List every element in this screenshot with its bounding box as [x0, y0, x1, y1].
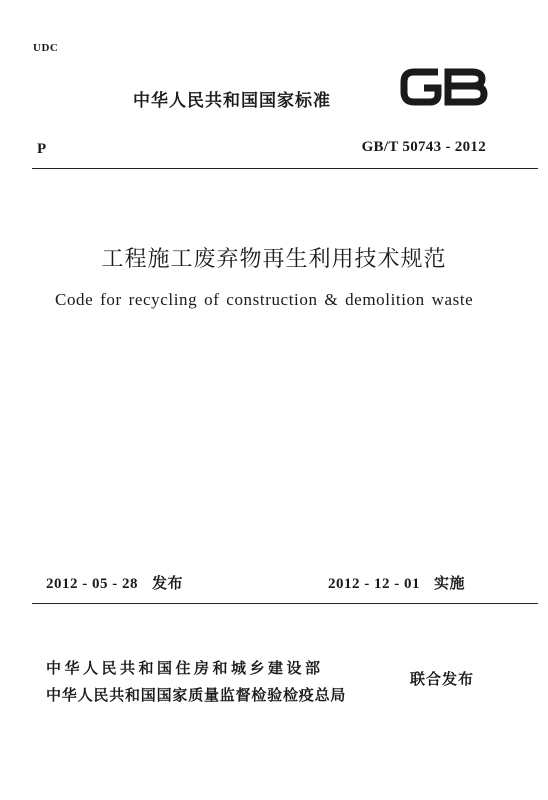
issue-date: 2012 - 05 - 28: [46, 576, 138, 592]
issue-date-row: [46, 572, 183, 593]
implement-date: 2012 - 12 - 01: [328, 576, 420, 592]
title-chinese: 工程施工废弃物再生利用技术规范: [101, 247, 447, 272]
udc-label: UDC: [33, 42, 59, 54]
classification-code: P: [37, 141, 47, 157]
national-standard-label: 中华人民共和国国家标准: [133, 91, 331, 111]
title-english: Code for recycling of construction & demolition waste: [55, 290, 474, 309]
gb-logo: [398, 64, 490, 110]
implement-date-row: [328, 572, 465, 593]
issuer-ministry-housing: 中华人民共和国住房和城乡建设部: [46, 659, 324, 677]
issue-label: 发布: [152, 574, 184, 592]
bottom-divider: [32, 603, 538, 604]
top-divider: [32, 168, 538, 169]
issuer-aqsiq: 中华人民共和国国家质量监督检验检疫总局: [46, 686, 347, 704]
standard-number: GB/T 50743 - 2012: [361, 139, 486, 155]
implement-label: 实施: [434, 574, 466, 592]
joint-issue-label: 联合发布: [410, 670, 475, 688]
